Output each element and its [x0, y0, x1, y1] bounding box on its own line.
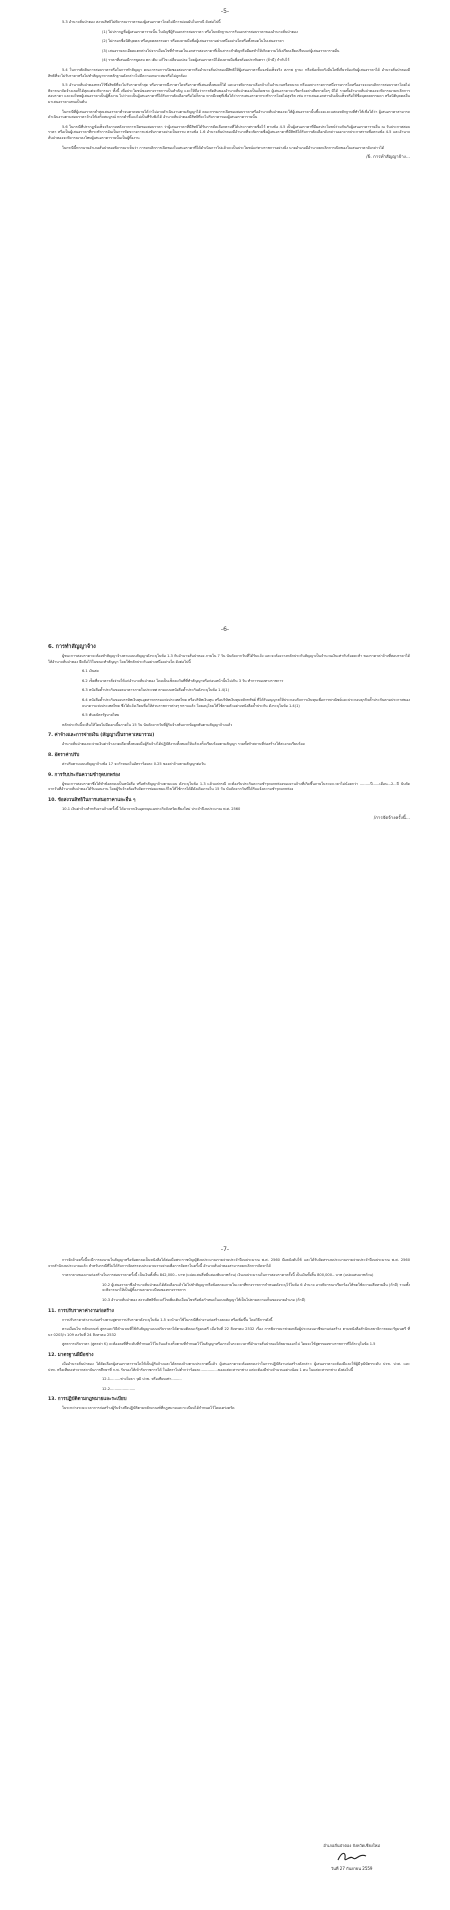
paragraph: ค่าปรับตามแบบสัญญาจ้างข้อ 17 จะกำหนดในอัตราร้อยละ 0.25 ของค่าจ้างตามสัญญาต่อวัน [62, 761, 206, 766]
section-heading: 7. ค่าจ้างและการจ่ายเงิน (สัญญาเป็นราคาเหมารวม) [48, 733, 155, 739]
paragraph: ราคากลางของงานก่อสร้างในการสอบราคาครั้งนี้ เป็นเงินทั้งสิ้น 842,000.- บาท (แปดแสนสี่หมื่นสองพันบาทถ้วน) เงินงบประมาณในการสอบราคาครั้งนี้ เป็นเงินทั้งสิ้น 800,000.- บาท (แปดแสนบาทถ้วน) [62, 1273, 374, 1278]
paragraph: หลักประกันนี้จะคืนให้โดยไม่มีดอกเบี้ยภายใน 15 วัน นับถัดจากวันที่ผู้รับจ้างพ้นจากข้อผูกพันตามสัญญาจ้างแล้ว [62, 722, 233, 727]
signature-office: อำเภอสั่นป่าตอง จังหวัดเชียงใหม่ [323, 1843, 380, 1848]
page-6 [0, 618, 450, 1216]
paragraph: 6.3 หนังสือค้ำประกันของธนาคารภายในประเทศ ตามแบบหนังสือค้ำประกันดังระบุในข้อ 1.4(1) [82, 688, 229, 693]
paragraph: อำนาจสั่นป่าตองจะจ่ายเงินค่าจ้างงวดเดียวทั้งหมดเมื่อผู้รับจ้างได้ปฏิบัติงานทั้งหมดให้แล้วเสร็จเรียบร้อยตามสัญญา รวมทั้งทำสถานที่ก่อสร้างให้สะอาดเรียบร้อย [62, 742, 305, 747]
paragraph: (2) ไม่กรอกชื่อนิติบุคคล หรือบุคคลธรรมดา หรือลงลายมือชื่อผู้เสนอราคาอย่างหนึ่งอย่างใดหรือทั้งหมดในใบเสนอราคา [102, 39, 284, 44]
paragraph: 10.2 ผู้เสนอราคาซึ่งอำนาจสั่นป่าตองได้คัดเลือกแล้วไม่ไปทำสัญญาหรือข้อตกลงภายในเวลาที่ทางราชการกำหนดดังระบุไว้ในข้อ 6 อำนาจ อาจพิจารณาเรียกร้องให้ชดใช้ความเสียหายอื่น (ถ้ามี) รวมทั้งจะพิจารณาให้เป็นผู้ทิ้งงานตามระเบียบของทางราชการ [102, 1282, 410, 1293]
paragraph: 10.3 อำนาจสั่นป่าตอง สงวนสิทธิที่จะแก้ไขเพิ่มเติมเงื่อนไขหรือข้อกำหนดในแบบสัญญาให้เป็นไปตามความเห็นของนายอำเภอ (ถ้ามี) [102, 1297, 306, 1302]
page-number: -6- [220, 626, 230, 633]
section-heading: 13. การปฏิบัติตามกฎหมายและระเบียบ [48, 1397, 127, 1403]
paragraph: เมื่ออำนาจสั่นป่าตอง ได้คัดเลือกผู้เสนอราคารายใดให้เป็นผู้รับจ้างและได้ตกลงจ้างตามประกาศนี้แล้ว ผู้เสนอราคาจะต้องตกลงว่าในการปฏิบัติงานก่อสร้างดังกล่าว ผู้เสนอราคาจะต้องมีและใช้ผู้มีวุฒิบัตรระดับ ปวช. ปวส. และ ปวท. หรือเทียบเท่าจากสถาบันการศึกษาที่ ก.พ. รับรองให้เข้ารับราชการได้ ในอัตราไม่ต่ำกว่าร้อยละ.......-.......ของแต่ละสาขาช่าง แต่จะต้องมีช่างจำนวนอย่างน้อย 1 คน ในแต่ละสาขาช่าง ดังต่อไปนี้ [48, 1361, 410, 1372]
page-5-body [48, 20, 410, 165]
paragraph: /การจัดจ้างครั้งนี้... [373, 816, 410, 822]
section-heading: 8. อัตราค่าปรับ [48, 752, 80, 758]
paragraph: 6.1 เงินสด [82, 669, 99, 674]
page-6-body [48, 638, 410, 826]
paragraph: การจัดจ้างครั้งนี้จะมีการลงนามในสัญญาหรือข้อตกลงเป็นหนังสือได้ต่อเมื่อพระราชบัญญัติงบประมาณรายจ่ายประจำปีงบประมาณ พ.ศ. 2560 มีผลบังคับใช้ และได้รับจัดสรรงบประมาณรายจ่ายประจำปีงบประมาณ พ.ศ. 2560 จากสำนักงบประมาณแล้ว สำหรับกรณีที่ไม่ได้รับการจัดสรรงบประมาณรายจ่ายเพื่อการจัดหาในครั้งนี้ อำนาจสั่นป่าตองสามารถยกเลิกการจัดหาได้ [48, 1258, 410, 1268]
paragraph: ในระหว่างระยะเวลาการก่อสร้างผู้รับจ้างพึงปฏิบัติตามหลักเกณฑ์ที่กฎหมายและระเบียบได้กำหนดไว้โดยเคร่งครัด [62, 1406, 235, 1411]
paragraph: การปรับราคาค่างานก่อสร้างตามสูตรการปรับราคาดังระบุในข้อ 1.5 จะนำมาใช้ในกรณีที่ค่างานก่อสร้างลดลง หรือเพิ่มขึ้น โดยวิธีการดังนี้ [62, 1317, 273, 1322]
paragraph: 5.3 อำนาจสั่นป่าตอง สงวนสิทธิไม่พิจารณาราคาของผู้เสนอราคาโดยไม่มีการผ่อนผันในกรณี ดังต่อไปนี้ [62, 20, 221, 24]
paragraph: 6.5 พันธบัตรรัฐบาลไทย [82, 713, 120, 718]
paragraph: สูตรการปรับราคา (สูตรค่า K) จะต้องคงที่ที่ระดับที่กำหนดไว้ในวันแล้วเสร็จตามที่กำหนดไว้ในสัญญาหรือภายในระยะเวลาที่อำนาจสั่นป่าตองได้ขยายออกไป โดยจะใช้สูตรของทางราชการที่ได้ระบุในข้อ 1.5 [62, 1342, 376, 1347]
paragraph: ตามเงื่อนไข หลักเกณฑ์ สูตรและวิธีคำนวณที่ใช้กับสัญญาแบบปรับราคาได้ตามมติคณะรัฐมนตรี เมื่อวันที่ 22 สิงหาคม 2532 เรื่อง การพิจารณาช่วยเหลือผู้ประกอบอาชีพงานก่อสร้าง ตามหนังสือสำนักเลขาธิการคณะรัฐมนตรี ที่ นร 0203/ว 109 ลงวันที่ 24 สิงหาคม 2532 [48, 1327, 410, 1337]
page-number: -5- [220, 8, 230, 15]
signature-block [323, 1842, 380, 1872]
page-5 [0, 0, 450, 590]
paragraph: ในกรณีนี้หากนายอำเภอสั่นป่าตองพิจารณาเห็นว่า การยกเลิกการเปิดซองใบเสนอราคาที่ได้ดำเนินการไปแล้วจะเป็นประโยชน์แก่ทางราชการอย่างยิ่ง นายอำเภอมีอำนาจยกเลิกการเปิดซองใบเสนอราคาดังกล่าวได้ [62, 145, 385, 150]
paragraph: 5.6 ในกรณีที่ปรากฏข้อเท็จจริงภายหลังจากการเปิดซองสอบราคา ว่าผู้เสนอราคาที่มีสิทธิได้รับการคัดเลือกตามที่ได้ประกาศรายชื่อไว้ ตามข้อ 4.5 เป็นผู้เสนอราคาที่มีผลประโยชน์ร่วมกันกับผู้เสนอราคารายอื่น ณ วันประกาศสอบราคา หรือเป็นผู้เสนอราคาที่กระทำการอันเป็นการขัดขวางการแข่งขันราคาอย่างเป็นธรรม ตามข้อ 1.6 อำนาจสั่นป่าตองมีอำนาจที่จะตัดรายชื่อผู้เสนอราคาที่มีสิทธิได้รับการคัดเลือกดังกล่าวออกจากประกาศรายชื่อตามข้อ 4.5 และอำนาจสั่นป่าตองจะพิจารณาลงโทษผู้เสนอราคารายนั้นเป็นผู้ทิ้งงาน [48, 124, 410, 140]
paragraph: ผู้ชนะการสอบราคาจะต้องทำสัญญาจ้างตามแบบสัญญาดังระบุในข้อ 1.3 กับอำนาจสั่นป่าตอง ภายใน 7 วัน นับถัดจากวันที่ได้รับแจ้ง และจะต้องวางหลักประกันสัญญาเป็นจำนวนเงินเท่ากับร้อยละห้า ของราคาค่าจ้างที่สอบราคาได้ ให้อำนาจสั่นป่าตอง ยึดถือไว้ในขณะทำสัญญา โดยใช้หลักประกันอย่างหนึ่งอย่างใด ดังต่อไปนี้ [48, 654, 410, 664]
page-7-body [48, 1258, 410, 1416]
page-7 [0, 1238, 450, 1910]
paragraph: /6. การทำสัญญาจ้าง... [366, 155, 410, 161]
section-heading: 11. การปรับราคาค่างานก่อสร้าง [48, 1308, 114, 1314]
paragraph: ผู้ชนะการสอบราคาซึ่งได้ทำข้อตกลงเป็นหนังสือ หรือทำสัญญาจ้างตามแบบ ดังระบุในข้อ 1.3 แล้วแต่กรณี จะต้องรับประกันความชำรุดบกพร่องของงานจ้างที่เกิดขึ้นภายในระยะเวลาไม่น้อยกว่า ....-....ปี......เดือน...2...ปี นับถัดจากวันที่อำนาจสั่นป่าตองได้รับมอบงาน โดยผู้รับจ้างต้องรีบจัดการซ่อมแซมแก้ไขให้ใช้การได้ดีดังเดิมภายใน 15 วัน นับถัดจากวันที่ได้รับแจ้งความชำรุดบกพร่อง [48, 781, 410, 792]
paragraph: 12.2..........-........... [102, 1386, 136, 1391]
section-heading: 12. มาตรฐานฝีมือช่าง [48, 1352, 94, 1358]
section-heading: 9. การรับประกันความชำรุดบกพร่อง [48, 772, 121, 778]
paragraph: 12.1.........ช่างโยธา วุฒิ ปวช. หรือเทียบเท่า......... [102, 1377, 182, 1382]
paragraph: (1) ไม่ปรากฏชื่อผู้เสนอราคารายนั้น ในบัญชีผู้รับเอกสารสอบราคา หรือในหลักฐานการรับเอกสารสอบราคาของอำนาจสั่นป่าตอง [102, 29, 298, 34]
paragraph: (4) ราคาที่เสนอมีการขูดลบ ตก เติม แก้ไข เปลี่ยนแปลง โดยผู้เสนอราคามิได้ลงลายมือชื่อพร้อมประทับตรา (ถ้ามี) กำกับไว้ [102, 58, 290, 63]
signature-date: วันที่ 27 กันยายน 2559 [330, 1866, 373, 1871]
paragraph: 5.5 อำนาจสั่นป่าตองทรงไว้ซึ่งสิทธิที่จะไม่รับราคาต่ำสุด หรือราคาหนึ่งราคาใดหรือราคาที่เสนอทั้งหมดก็ได้ และอาจพิจารณาเลือกจ้างในจำนวนหรือขนาด หรือเฉพาะรายการหนึ่งรายการใดหรืออาจจะยกเลิกการสอบราคาโดยไม่พิจารณาจัดจ้างเลยก็ได้สุดแต่จะพิจารณา ทั้งนี้ เพื่อประโยชน์ของทางราชการเป็นสำคัญ และให้ถือว่าการตัดสินของอำนาจสั่นป่าตองเป็นเด็ดขาด ผู้เสนอราคาจะเรียกร้องค่าเสียหายใดๆ มิได้ รวมทั้งอำนาจสั่นป่าตองจะพิจารณายกเลิกการสอบราคา และลงโทษผู้เสนอราคาเป็นผู้ทิ้งงาน ไม่ว่าจะเป็นผู้เสนอราคาที่ได้รับการคัดเลือกหรือไม่ก็ตาม หากมีเหตุที่เชื่อได้ว่าการเสนอราคากระทำการโดยไม่สุจริต เช่น การเสนอเอกสารอันเป็นเท็จหรือใช้ชื่อบุคคลธรรมดา หรือนิติบุคคลอื่นมาเสนอราคาแทนเป็นต้น [48, 83, 410, 104]
signature-mark [335, 1849, 369, 1865]
paragraph: ในกรณีที่ผู้เสนอราคาต่ำสุดเสนอราคาต่ำจนคาดหมายได้ว่าไม่อาจดำเนินงานตามสัญญาได้ คณะกรรมการเปิดซองสอบราคาหรืออำนาจสั่นป่าตองจะให้ผู้เสนอราคานั้นชี้แจงและแสดงหลักฐานที่ทำให้เชื่อได้ว่า ผู้เสนอราคาสามารถดำเนินงานตามสอบราคาจ้างให้เสร็จสมบูรณ์ หากคำชี้แจงไม่เป็นที่รับฟังได้ อำนาจสั่นป่าตองมีสิทธิที่จะไม่รับราคาของผู้เสนอราคารายนั้น [48, 109, 410, 120]
section-heading: 10. ข้อสงวนสิทธิในการเสนอราคาและอื่น ๆ [48, 797, 136, 803]
paragraph: 10.1 เงินค่าจ้างสำหรับงานจ้างครั้งนี้ ได้มาจากเงินอุดหนุนเฉพาะกิจจังหวัดเชียงใหม่ ประจำปีงบประมาณ พ.ศ. 2560 [62, 806, 241, 811]
section-heading: 6. การทำสัญญาจ้าง [48, 644, 96, 650]
page-number: -7- [220, 1246, 230, 1253]
paragraph: (3) เสนอรายละเอียดแตกต่างไปจากเงื่อนไขที่กำหนดในเอกสารสอบราคาที่เป็นสาระสำคัญหรือมีผลทำให้เกิดความได้เปรียบเสียเปรียบแก่ผู้เสนอราคารายอื่น [102, 48, 340, 53]
paragraph: 6.4 หนังสือค้ำประกันของบรรษัทเงินทุนอุตสาหกรรมแห่งประเทศไทย หรือบริษัทเงินทุน หรือบริษัทเงินทุนหลักทรัพย์ ที่ได้รับอนุญาตให้ประกอบกิจการเงินทุนเพื่อการพาณิชย์และประกอบธุรกิจค้ำประกันตามประกาศของธนาคารแห่งประเทศไทย ซึ่งได้แจ้งเวียนชื่อให้ส่วนราชการต่างๆ ทราบแล้ว โดยอนุโลมให้ใช้ตามตัวอย่างหนังสือค้ำประกัน ดังระบุในข้อ 1.4(1) [82, 697, 410, 708]
paragraph: 6.2 เช็คที่ธนาคารสั่งจ่ายให้แก่อำนาจสั่นป่าตอง โดยเป็นเช็คลงวันที่ที่ทำสัญญาหรือก่อนหน้านั้นไม่เกิน 3 วัน ทำการของทางราชการ [82, 678, 284, 683]
paragraph: 5.4 ในการตัดสินการสอบราคาหรือในการทำสัญญา คณะกรรมการเปิดซองสอบราคาหรืออำนาจสั่นป่าตองมีสิทธิให้ผู้เสนอราคาชี้แจงข้อเท็จจริง สภาพ ฐานะ หรือข้อเท็จจริงอื่นใดที่เกี่ยวข้องกับผู้เสนอราคาได้ อำนาจสั่นป่าตองมีสิทธิที่จะไม่รับราคาหรือไม่ทำสัญญาหากหลักฐานดังกล่าวไม่มีความเหมาะสมหรือไม่ถูกต้อง [48, 67, 410, 78]
